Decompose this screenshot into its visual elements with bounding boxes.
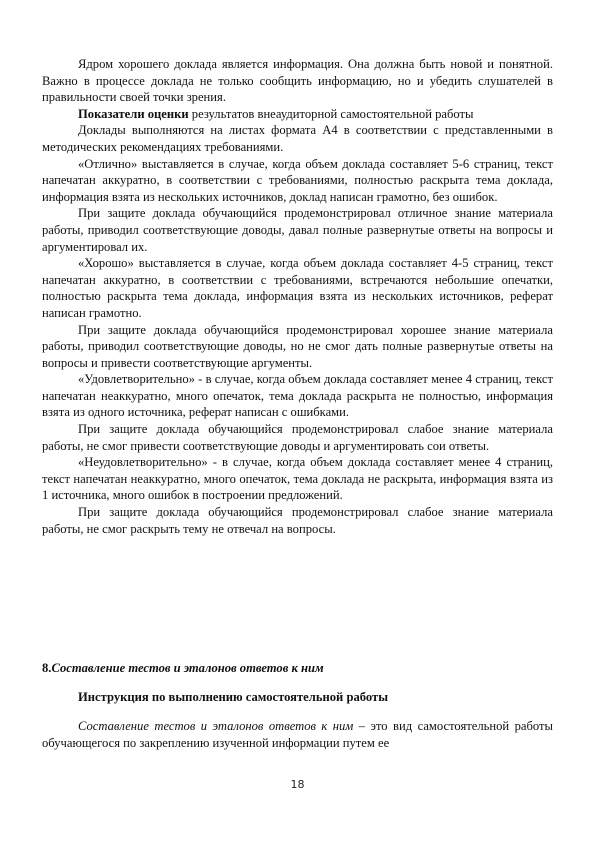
paragraph: Доклады выполняются на листах формата А4 в соответствии с представленными в методических рекомендациях требованиями.: [42, 123, 553, 154]
paragraph: При защите доклада обучающийся продемонстрировал слабое знание материала работы, не смог раскрыть тему не отвечал на вопросы.: [42, 505, 553, 536]
paragraph-unsatisfactory: «Неудовлетворительно» - в случае, когда объем доклада составляет менее 4 страниц, текст напечатан неаккуратно, много опечаток, тема доклада не раскрыта, информация взята из 1 источника, много ошибок в построении предложений.: [42, 455, 553, 503]
section-title: Составление тестов и эталонов ответов к ним: [51, 661, 324, 675]
section-intro: [42, 718, 553, 751]
page-number: 18: [290, 778, 305, 791]
paragraph-excellent: «Отлично» выставляется в случае, когда объем доклада составляет 5-6 страниц, текст напечатан аккуратно, в соответствии с требованиями, полностью раскрыта тема доклада, информация взята из нескольких источников, доклад написан грамотно, без ошибок.: [42, 156, 553, 204]
intro-text: – это вид самостоятельной работы обучающегося по закреплению изученной информации путем ее: [42, 719, 553, 750]
bold-label: Показатели оценки: [78, 106, 189, 121]
paragraph-satisfactory: «Удовлетворительно» - в случае, когда объем доклада составляет менее 4 страниц, текст напечатан неаккуратно, много опечаток, тема доклада раскрыта не полностью, информация взята из одного источника, реферат написан с ошибками.: [42, 372, 553, 420]
instruction-heading: Инструкция по выполнению самостоятельной работы: [78, 690, 389, 704]
paragraph: При защите доклада обучающийся продемонстрировал слабое знание материала работы, не смог привести соответствующие доводы и аргументировать сои ответы.: [42, 422, 553, 453]
intro-paragraph: [42, 718, 553, 751]
paragraph-good: «Хорошо» выставляется в случае, когда объем доклада составляет 4-5 страниц, текст напечатан аккуратно, в соответствии с требованиями, встречаются небольшие опечатки, полностью раскрыта тема доклада, информация взята из нескольких источников, реферат написан грамотно.: [42, 256, 553, 320]
report-evaluation-section: [42, 56, 553, 537]
paragraph: При защите доклада обучающийся продемонстрировал отличное знание материала работы, приводил соответствующие доводы, давал полные развернутые ответы на вопросы и аргументировал их.: [42, 206, 553, 254]
evaluation-criteria-heading: [42, 106, 553, 123]
paragraph: При защите доклада обучающийся продемонстрировал хорошее знание материала работы, приводил соответствующие доводы, но не смог дать полные развернутые ответы на вопросы и привести соответствующие аргументы.: [42, 322, 553, 370]
heading-rest: результатов внеаудиторной самостоятельной работы: [188, 106, 474, 121]
section-heading: [42, 661, 324, 676]
section-number: 8.: [42, 661, 52, 675]
paragraph: Ядром хорошего доклада является информация. Она должна быть новой и понятной. Важно в процессе доклада не только сообщить информацию, но и убедить слушателей в правильности своей точки зрения.: [42, 57, 553, 105]
intro-term: Составление тестов и эталонов ответов к ним: [78, 719, 354, 733]
